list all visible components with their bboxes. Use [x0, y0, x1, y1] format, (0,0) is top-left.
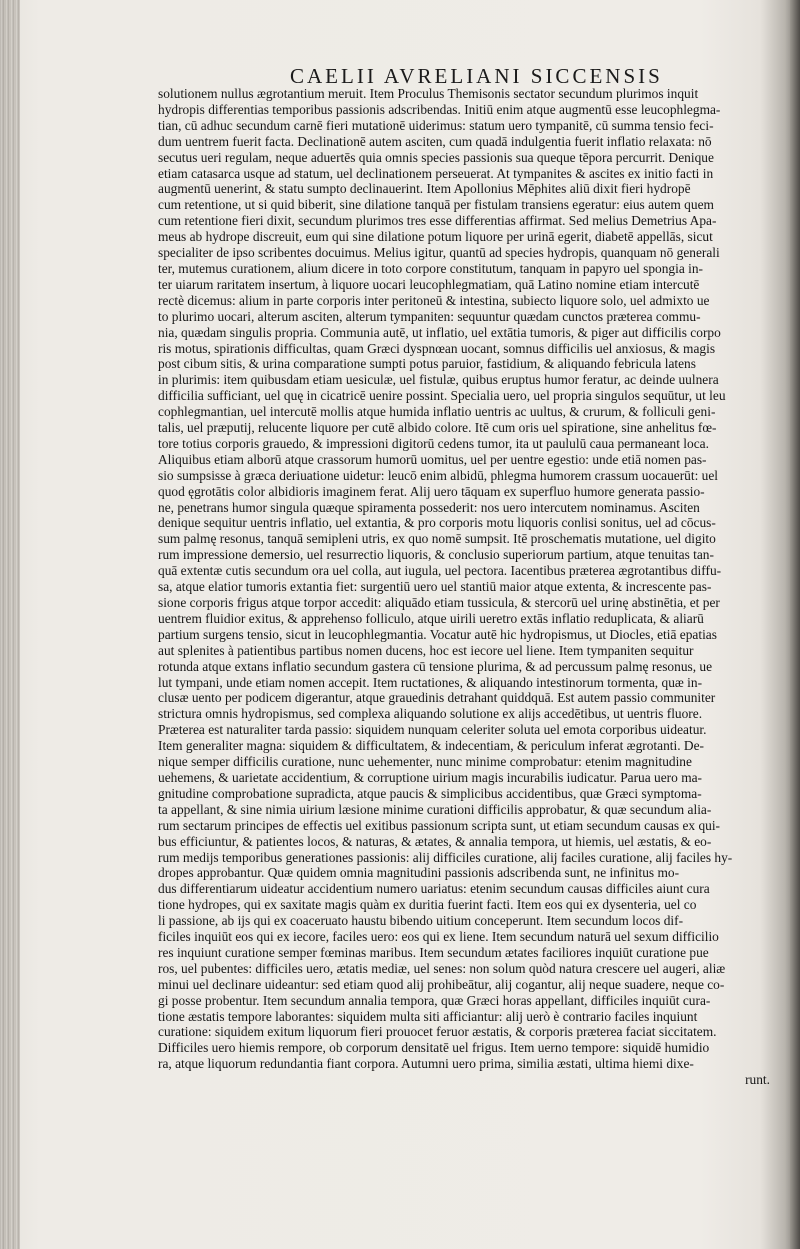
text-line: ta appellant, & sine nimia uirium læsione minime curationi difficilis approbatur, & quæ secundum alia-	[158, 801, 712, 817]
text-line: tione hydropes, qui ex saxitate magis quàm ex duritia fuerint facti. Item eos qui ex dysenteria, uel co	[158, 897, 697, 913]
text-line: quod ęgrotātis color albidioris imaginem ferat. Alij uero tāquam ex superfluo humore generata passio-	[158, 483, 705, 499]
text-line: nique semper difficilis curatione, nunc uehementer, nunc minime comprobatur: etenim magnitudine	[158, 754, 692, 770]
text-line: ris motus, spirationis difficultas, quam Græci dyspnœan uocant, somnus difficilis uel anxiosus, & magis	[158, 340, 716, 356]
text-line: specialiter de ipso scribentes docuimus. Melius igitur, quantū ad species hydropis, quanquam nō generali	[158, 245, 720, 261]
text-line: etiam catasarca usque ad statum, uel declinationem perseuerat. At tympanites & ascites ex initio facti in	[158, 165, 714, 181]
text-line: post cibum sitis, & urina comparatione sumpti potus paruior, fastidium, & aliquando febricula latens	[158, 356, 696, 372]
faded-stamp	[193, 1108, 253, 1124]
text-line: gi posse probentur. Item secundum annalia tempora, quæ Græci horas appellant, difficiles inquiūt cura-	[158, 992, 711, 1008]
text-line: secutus ueri regulam, neque aduertēs quia omnis species passionis sua queque tēpora percurrit. Denique	[158, 149, 714, 165]
text-line: sione corporis frigus atque torpor accedit: aliquādo etiam tussicula, & stercorū uel urinę abstinētia, et per	[158, 595, 720, 610]
text-line: lut tympani, unde etiam nomen accepit. Item ructationes, & aliquando intestinorum tormenta, quæ in-	[158, 674, 703, 690]
text-line: sio sumpsisse à græca deriuatione uidetur: leucō enim albidū, phlegma humorem crassum uocauerūt: uel	[158, 467, 719, 483]
text-line: in plurimis: item quibusdam etiam uesiculæ, uel fistulæ, quibus eruptus humor feratur, ac deinde uulnera	[158, 372, 719, 388]
book-gutter	[0, 0, 20, 1249]
text-line: sum palmę resonus, tanquā semipleni utris, ex quo nomē sumpsit. Itē proschematis mutatione, uel digito	[158, 531, 716, 547]
text-line: solutionem nullus ægrotantium meruit. Item Proculus Themisonis sectator secundum plurimos inquit	[158, 86, 699, 101]
text-line: denique sequitur uentris inflatio, uel extantia, & pro corporis motu liquoris conlisi sonitus, uel ad cōcus-	[158, 515, 716, 531]
text-line: uentrem fluidior exitus, & apprehenso folliculo, atque uirili ueretro extās inflatio reduplicata, & aliarū	[158, 610, 704, 626]
text-line: bus efficiuntur, & patientes locos, & naturas, & ætates, & annalia tempora, ut hiemis, uel æstatis, & eo-	[158, 833, 712, 849]
text-line: rum medijs temporibus generationes passionis: alij difficiles curatione, alij faciles curatione, alij faciles hy-	[158, 849, 733, 865]
text-line: Præterea est naturaliter tarda passio: siquidem nunquam celeriter soluta uel emota corporibus uideatur.	[158, 722, 707, 738]
text-line: ne, penetrans humor singula quæque spiramenta possederit: nos uero intercutem nominamus. Asciten	[158, 499, 700, 515]
text-line: cum retentione fieri dixit, secundum plurimos tres esse differentias affirmat. Sed melius Demetrius Apa-	[158, 213, 717, 229]
text-line: dum uentrem fuerit facta. Declinationē autem asciten, cum quadā indulgentia fuerit inflatio relaxata: nō	[158, 133, 712, 149]
text-line: cum retentione, ut si quid biberit, sine dilatione tanquā per fistulam transiens egeratur: eius autem quem	[158, 197, 714, 213]
text-line: ficiles inquiūt eos qui ex iecore, faciles uero: eos qui ex liene. Item secundum naturā uel sexum difficilio	[158, 929, 719, 945]
text-line: ra, atque liquorum redundantia fiant corpora. Autumni uero prima, similia æstati, ultima hiemi dixe-	[158, 1056, 694, 1072]
text-line: Difficiles uero hiemis rempore, ob corporum densitatē uel frigus. Item uerno tempore: siquidē humidio	[158, 1040, 710, 1056]
text-line: rum sectarum principes de effectis uel exitibus passionum scripta sunt, ut etiam secundum causas ex qui-	[158, 817, 721, 833]
text-line: to plurimo uocari, alterum asciten, alterum tympaniten: sequuntur quædam cunctos præterea commu-	[158, 308, 701, 324]
text-line: augmentū uenerint, & statu sumpto declinauerint. Item Apollonius Mēphites aliū dixit fieri hydropē	[158, 181, 691, 197]
text-line: aut splenites à patientibus partibus nomen ducens, hoc est iecore uel liene. Item tympaniten sequitur	[158, 642, 694, 658]
text-line: cophlegmantian, uel intercutē mollis atque humida inflatio uentris ac uultus, & crurum, & folliculi geni-	[158, 404, 716, 420]
text-line: ros, uel pubentes: difficiles uero, ætatis mediæ, uel senes: non solum quòd natura crescere uel augeri, aliæ	[158, 960, 726, 976]
text-line: dus differentiarum uideatur accidentium numero uariatus: etenim secundum causas difficiles aiunt cura	[158, 881, 710, 897]
text-line: gnitudine comprobatione supradicta, atque paucis & simplicibus accidentibus, quæ Græci symptoma-	[158, 785, 702, 801]
text-line: sa, atque elatior tumoris extantia fiet: surgentiū uero uel stantiū maior atque extenta, & increscente pas-	[158, 579, 712, 595]
text-line: partium surgens tensio, sicut in leucophlegmantia. Vocatur autē hic hydropismus, ut Diocles, etiā epatias	[158, 626, 717, 642]
text-line: li passione, ab ijs qui ex coaceruato haustu bibendo uitium conceperunt. Item secundum locos dif-	[158, 913, 684, 929]
text-line: Item generaliter magna: siquidem & difficultatem, & indecentiam, & periculum inferat ægrotanti. De-	[158, 738, 704, 754]
text-line: minui uel declinare uideantur: sed etiam quod alij prohibeātur, alij cogantur, alij neque suadere, neque co-	[158, 976, 725, 992]
text-line: dropes approbantur. Quæ quidem omnia magnitudini passionis adscribenda sunt, ne infinitus mo-	[158, 865, 680, 881]
text-line: uehemens, & uarietate accidentium, & corruptione uirium magis incurabilis iudicatur. Parua uero ma-	[158, 769, 703, 785]
text-line: strictura omnis hydropismus, sed complexa aliquando solutione ex alijs accedētibus, ut uentris fluore.	[158, 706, 703, 722]
text-line: tore totius corporis grauedo, & impressioni digitorū cedens tumor, ita ut paululū caua permaneant loca.	[158, 435, 709, 451]
body-text-block	[158, 86, 770, 1088]
text-line: difficilia sufficiant, uel quę in cicatricē uenire possint. Specialia uero, uel propria singulos sequūtur, ut leu	[158, 388, 726, 404]
text-line: rum impressione demersio, uel resurrectio liquoris, & conclusio superiorum partium, atque tenuitas tan-	[158, 547, 714, 563]
text-line: talis, uel præputij, relucente liquore per cutē albido colore. Itē cum oris uel spiratione, sine anhelitus fœ-	[158, 420, 717, 436]
text-line: nia, quædam singulis propria. Communia autē, ut inflatio, uel extātia tumoris, & piger aut difficilis corpo	[158, 324, 721, 340]
text-line: res inquiunt curatione semper fœminas maribus. Item secundum ætates faciliores inquiūt curatione pue	[158, 944, 709, 960]
text-line: meus ab hydrope discreuit, eum qui sine dilatione potum liquore per urinā egerit, diabetē appellās, sicut	[158, 229, 713, 245]
page-edge-shadow	[790, 0, 800, 1249]
text-line: tian, cū adhuc secundum carnē fieri mutationē uiderimus: statum uero tympanitē, cū summa tensio feci-	[158, 117, 714, 133]
text-line: rotunda atque extans inflatio secundum gastera cū tensione plurima, & ad percussum palmę resonus, ue	[158, 658, 713, 674]
text-line: tione æstatis tempore laborantes: siquidem multa siti afficiantur: alij uerò è contrario faciles inquiunt	[158, 1008, 698, 1024]
text-line: hydropis differentias temporibus passionis adscribendas. Initiū enim atque augmentū esse leucophlegma-	[158, 101, 721, 117]
final-word: runt.	[745, 1072, 770, 1088]
text-line: ter uiarum raritatem insertum, à liquore uocari leucophlegmatiam, quā Latino nomine etiam intercutē	[158, 276, 700, 292]
text-line: curatione: siquidem exitum liquorum fieri prouocet feruor æstatis, & corporis præterea faciat siccitatem.	[158, 1024, 717, 1040]
text-line: rectè dicemus: alium in parte corporis inter peritoneū & intestina, subiecto liquore solo, uel admixto ue	[158, 292, 710, 308]
text-line: clusæ uento per podicem digerantur, atque grauedinis detrahant quiddquā. Est autem passio communiter	[158, 690, 716, 706]
text-line: ter, mutemus curationem, alium dicere in toto corpore constitutum, tanquam in papyro uel spongia in-	[158, 260, 703, 276]
text-line: quā extentæ cutis secundum ora uel colla, aut iugula, uel pectora. Iacentibus præterea ægrotantibus diffu-	[158, 563, 722, 579]
text-line: Aliquibus etiam alborū atque crassorum humorū uomitus, uel per uentre egestio: unde etiā nomen pas-	[158, 451, 707, 467]
running-title: CAELII AVRELIANI SICCENSIS	[290, 64, 663, 88]
